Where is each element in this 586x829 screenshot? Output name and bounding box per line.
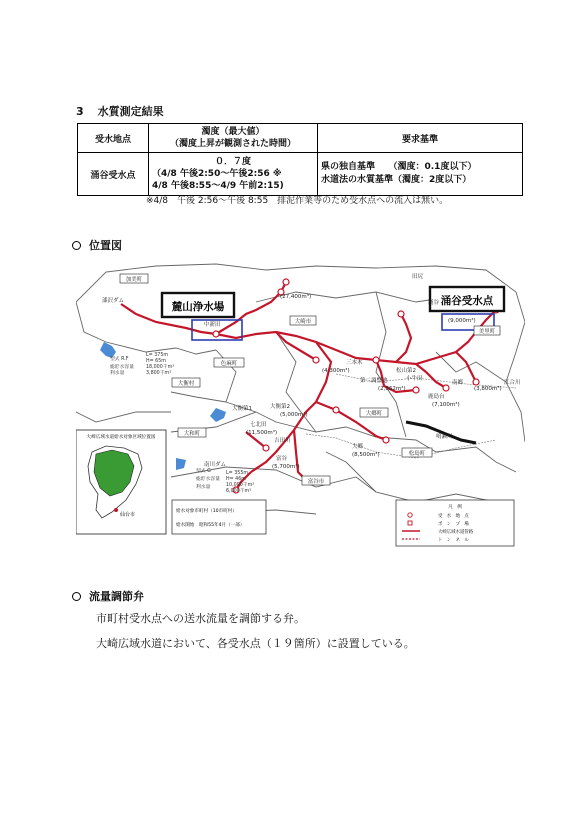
svg-text:6,000千m³: 6,000千m³ bbox=[226, 489, 252, 494]
section-heading-flow-valve bbox=[72, 588, 144, 604]
label-volume: (4,300m³) bbox=[322, 368, 350, 374]
inset-title: 大崎広域水道給水対象区域位置図 bbox=[86, 435, 156, 440]
label-volume: (27,400m³) bbox=[280, 294, 312, 300]
label-nango: 南郷 bbox=[452, 380, 464, 386]
label-tomiya-station: 富谷 bbox=[276, 456, 288, 462]
legend-title: 凡 例 bbox=[448, 505, 462, 510]
section-heading-water-quality bbox=[76, 103, 164, 119]
label-sanbonki: 三本木 bbox=[346, 360, 363, 366]
label-tomiya: 富谷市 bbox=[307, 479, 325, 485]
standard-water-law: 水道法の水質基準（濁度：2度以下） bbox=[321, 175, 472, 185]
reservoir-shape bbox=[176, 458, 186, 470]
legend-item: ト ン ネ ル bbox=[438, 538, 469, 543]
legend-pump-icon bbox=[408, 521, 412, 525]
label-ohira1: 大衡第1 bbox=[232, 406, 252, 412]
callout-rokusan-label: 麓山浄水場 bbox=[171, 301, 225, 313]
label-ohira2: 大衡第2 bbox=[270, 404, 290, 410]
label-daini: 第二調整池 bbox=[360, 378, 388, 384]
dam-spec-1 bbox=[110, 352, 174, 376]
label-volume: (9,000m³) bbox=[448, 318, 476, 324]
turbidity-time-1: （4/8 午後2:50～午後2:56 ※ bbox=[152, 169, 282, 179]
label-wakuya-small: 涌谷 bbox=[428, 300, 440, 306]
svg-text:10,000千m³: 10,000千m³ bbox=[226, 483, 255, 488]
section-number: 3 bbox=[76, 105, 84, 118]
reservoir-shape bbox=[100, 342, 116, 358]
label-nanakita: 七北田 bbox=[250, 422, 267, 428]
header-point: 受水地点 bbox=[78, 124, 149, 153]
table-row bbox=[78, 153, 523, 196]
svg-text:給水開始 昭和55年4月（一部）: 給水開始 昭和55年4月（一部） bbox=[176, 523, 245, 528]
service-info-box bbox=[172, 500, 266, 534]
label-osaki: 大崎市 bbox=[294, 319, 312, 325]
label-volume: (2,862m³) bbox=[378, 386, 406, 392]
location-map bbox=[76, 262, 525, 550]
label-volume: (11,500m³) bbox=[246, 430, 278, 436]
label-volume: (3,800m³) bbox=[474, 386, 502, 392]
label-taiwa: 大和町 bbox=[183, 431, 201, 437]
label-yoshida: 吉田川 bbox=[274, 438, 291, 444]
label-kogota: 小牛田 bbox=[406, 376, 423, 382]
header-standard: 要求基準 bbox=[318, 124, 523, 153]
label-minamikawa: 南川ダム bbox=[204, 462, 227, 468]
flow-valve-paragraph-1: 市町村受水点への送水流量を調節する弁。 bbox=[96, 612, 305, 625]
label-misato: 美里町 bbox=[478, 329, 496, 335]
header-turbidity-line2: （濁度上昇が観測された時間） bbox=[169, 139, 296, 149]
label-naruse: 鳴瀬川 bbox=[436, 434, 453, 440]
legend-item: 受 水 地 点 bbox=[438, 514, 469, 519]
svg-text:給水対象市町村（10市町村）: 給水対象市町村（10市町村） bbox=[176, 509, 237, 514]
reservoir-shape bbox=[210, 408, 226, 422]
legend-item: ポ ン プ 場 bbox=[438, 522, 469, 527]
table-footnote: ※4/8 午後 2:56～午後 8:55 排泥作業等のため受水点への流入は無い。 bbox=[146, 196, 449, 206]
label-osato: 大郷町 bbox=[365, 411, 383, 417]
legend-receiving-point-icon bbox=[408, 513, 412, 517]
water-quality-table bbox=[77, 123, 523, 196]
label-eai: 江合川 bbox=[504, 380, 521, 386]
svg-text:利水量: 利水量 bbox=[196, 485, 211, 490]
cell-standard bbox=[318, 153, 523, 196]
turbidity-time-2: 4/8 午後8:55～4/9 午前2:15) bbox=[152, 181, 284, 191]
label-volume: (7,100m³) bbox=[432, 402, 460, 408]
legend-item: 大崎広域水道管路 bbox=[438, 530, 474, 535]
svg-text:H= 46m: H= 46m bbox=[226, 477, 246, 482]
standard-prefecture: 県の独自基準 （濁度：0.1度以下） bbox=[321, 162, 477, 172]
table-header-row bbox=[78, 124, 523, 153]
section-title: 水質測定結果 bbox=[97, 105, 164, 118]
section-heading-location-map bbox=[72, 237, 122, 253]
label-matsushima: 松島町 bbox=[408, 451, 426, 457]
map-legend bbox=[396, 500, 514, 546]
label-matsuyama: 松山第2 bbox=[396, 368, 416, 374]
label-kami: 加美町 bbox=[125, 277, 143, 283]
label-shikama: 色麻町 bbox=[220, 361, 238, 367]
label-volume: (5,700m³) bbox=[272, 464, 300, 470]
circle-bullet-icon bbox=[72, 592, 81, 601]
label-volume: (5,000m³) bbox=[280, 412, 308, 418]
svg-text:総貯水容量: 総貯水容量 bbox=[110, 365, 134, 370]
svg-text:H= 65m: H= 65m bbox=[146, 359, 166, 364]
svg-text:L= 355m: L= 355m bbox=[226, 471, 249, 476]
inset-map bbox=[76, 430, 166, 534]
flow-valve-title: 流量調節弁 bbox=[89, 590, 144, 603]
label-kashimadai: 鹿島台 bbox=[428, 394, 445, 400]
label-reservoir-1: 漆沢ダム bbox=[102, 298, 125, 304]
svg-text:総貯水容量: 総貯水容量 bbox=[196, 477, 220, 482]
label-ohira: 大衡村 bbox=[177, 381, 195, 387]
header-turbidity-line1: 濁度（最大値） bbox=[201, 127, 265, 137]
dam-spec-2 bbox=[196, 467, 254, 494]
label-volume: (8,500m³) bbox=[352, 452, 380, 458]
label-osato-station: 大郷 bbox=[352, 444, 364, 450]
callout-wakuya-label: 涌谷受水点 bbox=[440, 295, 494, 307]
svg-text:L= 375m: L= 375m bbox=[146, 353, 169, 358]
turbidity-value: ０．７度 bbox=[214, 157, 251, 167]
inset-sendai-label: 仙台市 bbox=[120, 512, 136, 518]
label-nakaniida: 中新田 bbox=[204, 322, 221, 328]
svg-text:3,800千m³: 3,800千m³ bbox=[146, 371, 172, 376]
cell-point: 涌谷受水点 bbox=[78, 153, 149, 196]
svg-text:型式 G: 型式 G bbox=[196, 469, 211, 474]
circle-bullet-icon bbox=[72, 241, 81, 250]
svg-text:18,000千m³: 18,000千m³ bbox=[146, 365, 175, 370]
cell-turbidity bbox=[149, 153, 318, 196]
svg-text:型式 R.F: 型式 R.F bbox=[110, 357, 129, 362]
header-turbidity bbox=[149, 124, 318, 153]
svg-text:利水量: 利水量 bbox=[110, 371, 125, 376]
location-map-title: 位置図 bbox=[89, 239, 122, 252]
label-tajiri: 田尻 bbox=[412, 274, 424, 280]
flow-valve-paragraph-2: 大崎広域水道において、各受水点（１９箇所）に設置している。 bbox=[96, 637, 415, 650]
